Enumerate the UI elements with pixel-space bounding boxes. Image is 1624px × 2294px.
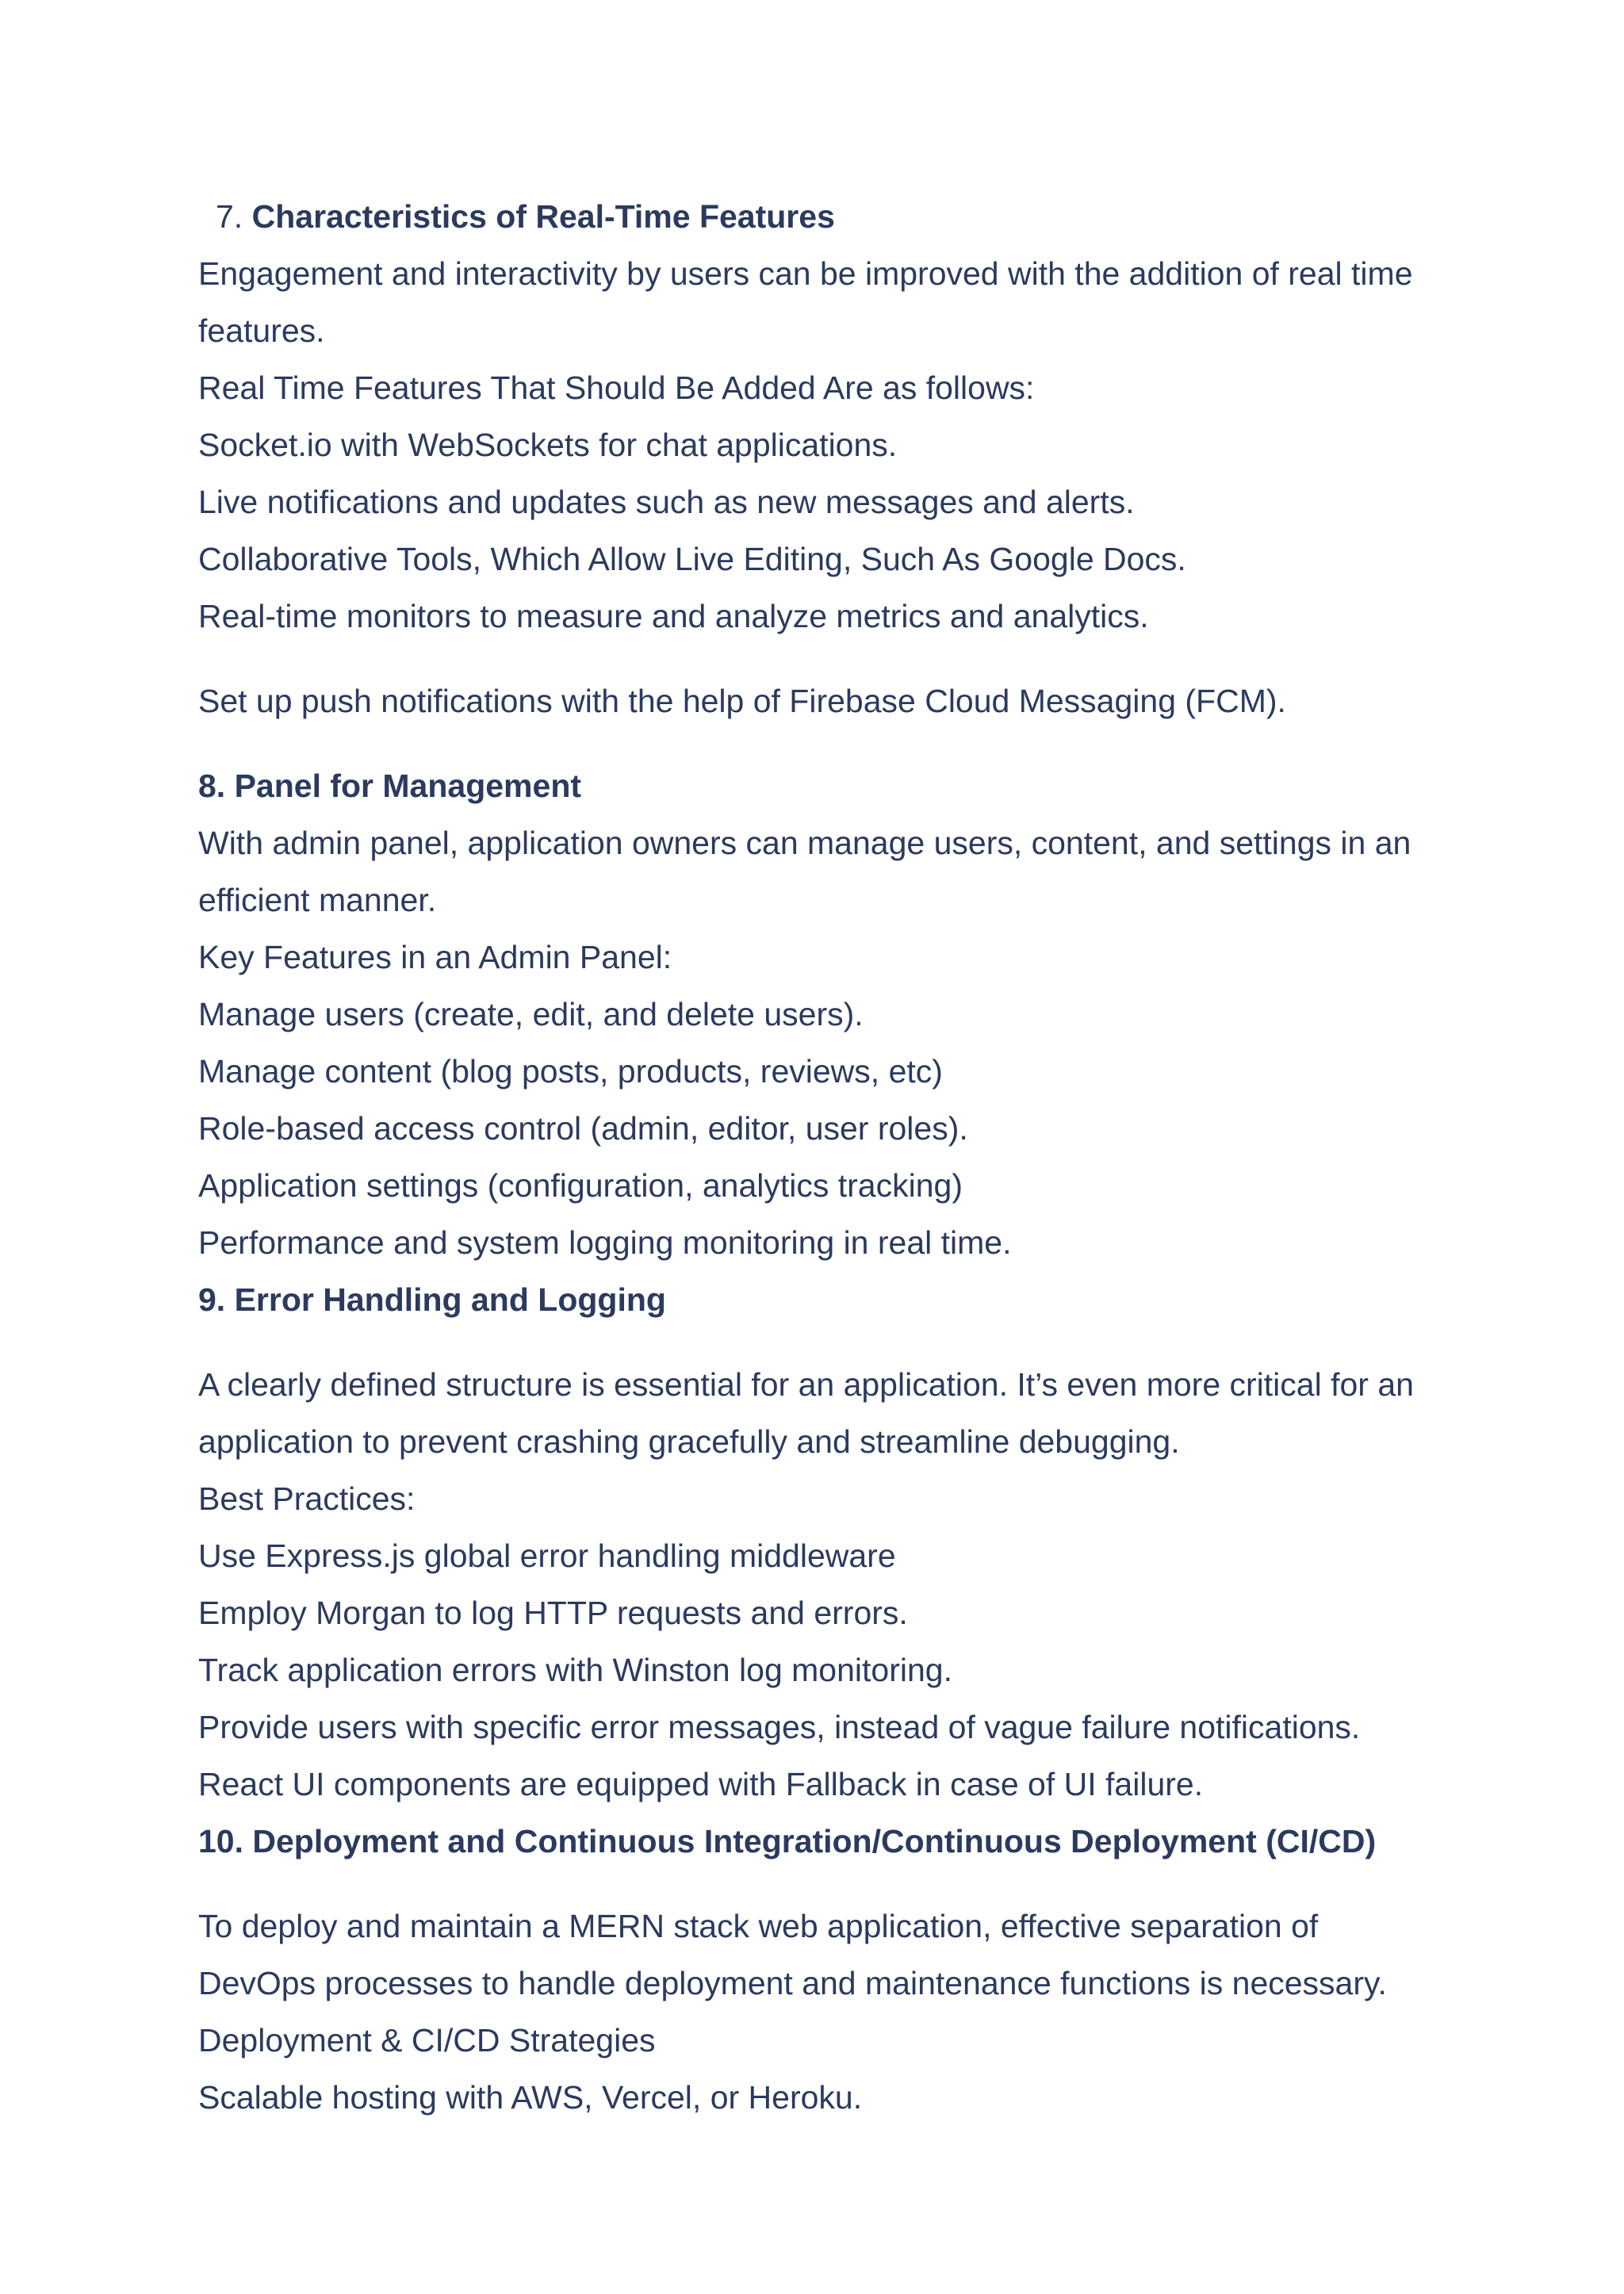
section-10-intro-line-1: To deploy and maintain a MERN stack web application, effective separation of xyxy=(198,1908,1319,1944)
spacer xyxy=(198,645,1435,672)
section-7-subheading: Real Time Features That Should Be Added Are as follows: xyxy=(198,370,1035,406)
section-7-closing: Set up push notifications with the help of Firebase Cloud Messaging (FCM). xyxy=(198,683,1286,719)
section-9-item: Use Express.js global error handling middleware xyxy=(198,1538,896,1574)
section-8-intro-line-2: efficient manner. xyxy=(198,882,437,918)
section-10-subheading: Deployment & CI/CD Strategies xyxy=(198,2022,656,2058)
section-7-number: 7. xyxy=(216,198,243,235)
section-10-heading: 10. Deployment and Continuous Integration/Continuous Deployment (CI/CD) xyxy=(198,1823,1377,1859)
section-9-intro-line-2: application to prevent crashing gracefully and streamline debugging. xyxy=(198,1423,1180,1460)
section-9-heading: 9. Error Handling and Logging xyxy=(198,1281,666,1318)
section-7-item: Collaborative Tools, Which Allow Live Editing, Such As Google Docs. xyxy=(198,541,1186,577)
section-10-intro-line-2: DevOps processes to handle deployment and maintenance functions is necessary. xyxy=(198,1965,1387,2001)
spacer xyxy=(198,1328,1435,1356)
spacer xyxy=(198,730,1435,757)
section-7-intro-line-2: features. xyxy=(198,312,325,349)
spacer xyxy=(198,1870,1435,1898)
section-7-heading xyxy=(198,188,1435,245)
section-9-item: Track application errors with Winston log monitoring. xyxy=(198,1652,952,1688)
section-7-item: Socket.io with WebSockets for chat applications. xyxy=(198,427,898,463)
section-9-item: React UI components are equipped with Fallback in case of UI failure. xyxy=(198,1766,1204,1802)
section-8-subheading: Key Features in an Admin Panel: xyxy=(198,939,672,975)
section-9-item: Provide users with specific error messages, instead of vague failure notifications. xyxy=(198,1709,1361,1745)
section-7-title: Characteristics of Real-Time Features xyxy=(251,198,835,235)
section-8-item: Manage users (create, edit, and delete users). xyxy=(198,996,864,1032)
section-7-item: Live notifications and updates such as new messages and alerts. xyxy=(198,484,1135,520)
document-page xyxy=(198,188,1435,2126)
section-8-intro-line-1: With admin panel, application owners can manage users, content, and settings in an xyxy=(198,825,1411,861)
section-10-item: Scalable hosting with AWS, Vercel, or Heroku. xyxy=(198,2079,863,2116)
section-9-item: Employ Morgan to log HTTP requests and errors. xyxy=(198,1595,908,1631)
section-8-item: Manage content (blog posts, products, reviews, etc) xyxy=(198,1053,943,1090)
section-8-item: Application settings (configuration, analytics tracking) xyxy=(198,1167,963,1204)
section-9-subheading: Best Practices: xyxy=(198,1480,416,1517)
section-7-intro-line-1: Engagement and interactivity by users can be improved with the addition of real time xyxy=(198,255,1413,292)
section-7-item: Real-time monitors to measure and analyze metrics and analytics. xyxy=(198,598,1149,634)
section-9-intro-line-1: A clearly defined structure is essential for an application. It’s even more critical for an xyxy=(198,1366,1414,1403)
section-8-item: Performance and system logging monitoring in real time. xyxy=(198,1224,1012,1261)
section-8-heading: 8. Panel for Management xyxy=(198,768,582,804)
section-8-item: Role-based access control (admin, editor, user roles). xyxy=(198,1110,968,1147)
